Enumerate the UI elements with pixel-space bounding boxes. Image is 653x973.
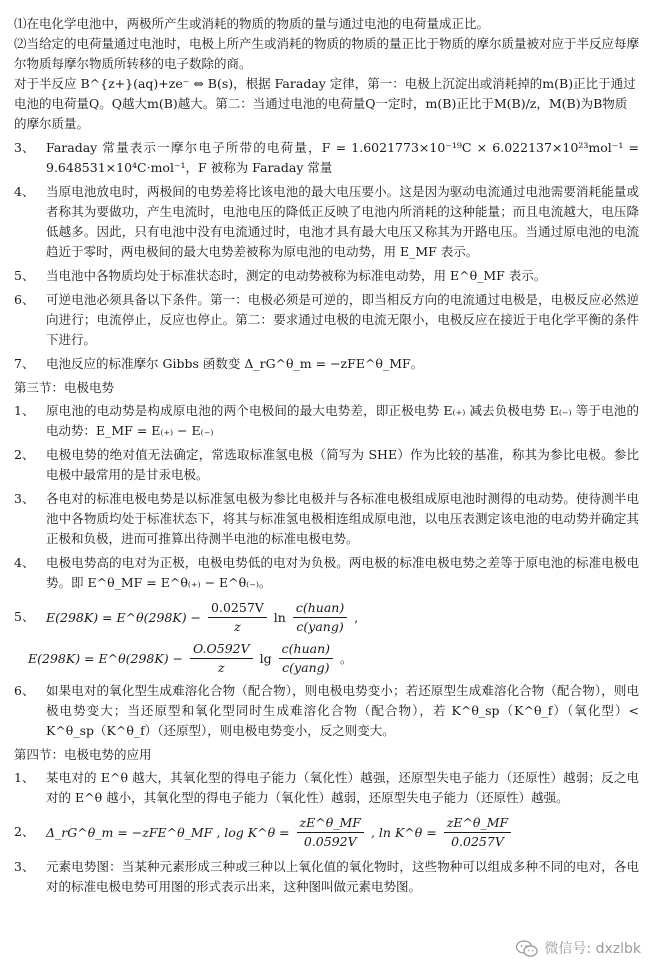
section-3-item-2 [14, 445, 639, 485]
log-operator: lg [259, 650, 272, 666]
section-4-item-1 [14, 768, 639, 808]
equation-lhs: E(298K) = E^θ(298K) − [28, 650, 184, 666]
list-item-4 [14, 182, 639, 262]
concentration-ratio [293, 599, 347, 636]
intro-paragraph-1: ⑴在电化学电池中，两极所产生或消耗的物质的物质的量与通过电池的电荷量成正比。 [14, 16, 490, 31]
item-number: 4、 [14, 555, 35, 570]
item-number: 3、 [14, 140, 35, 155]
section-4-item-2 [14, 812, 639, 853]
fraction [190, 640, 253, 677]
item-text: 电极电势的绝对值无法确定，常选取标准氢电极（简写为 SHE）作为比较的基准，称其为参比电极。参比电极中最常用的是甘汞电极。 [46, 447, 639, 482]
section-3-item-5 [14, 597, 639, 638]
list-item-3 [14, 138, 639, 178]
nernst-equations [46, 597, 639, 638]
equation-lhs: Δ_rG^θ_m = −zFE^θ_MF , log K^θ = [46, 824, 290, 840]
item-number: 1、 [14, 403, 35, 418]
section-3-item-4 [14, 553, 639, 593]
fraction-denominator: c(yang) [296, 619, 344, 634]
item-text: 电池反应的标准摩尔 Gibbs 函数变 Δ_rG^θ_m = −zFE^θ_MF。 [46, 356, 424, 371]
item-text: 元素电势图：当某种元素形成三种或三种以上氧化值的氧化物时，这些物种可以组成多种不同的电对，各电对的标准电极电势可用图的形式表示出来，这种图叫做元素电势图。 [46, 859, 639, 894]
item-number: 5、 [14, 268, 35, 283]
item-number: 6、 [14, 683, 35, 698]
item-text: 原电池的电动势是构成原电池的两个电极间的最大电势差，即正极电势 E₍₊₎ 减去负极电势 E₍₋₎ 等于电池的电动势：E_MF = E₍₊₎ − E₍₋₎ [46, 403, 639, 438]
section-3-item-3 [14, 489, 639, 549]
item-number: 3、 [14, 491, 35, 506]
item-number: 1、 [14, 770, 35, 785]
list-item-5 [14, 266, 639, 286]
nernst-equation-ln [46, 599, 639, 636]
item-number: 2、 [14, 447, 35, 462]
equilibrium-constant-equation [46, 814, 639, 851]
wechat-watermark [516, 939, 641, 959]
fraction-denominator: z [234, 619, 241, 634]
item-number: 3、 [14, 859, 35, 874]
section-3-item-1 [14, 401, 639, 441]
fraction-numerator: c(huan) [293, 599, 347, 618]
fraction [444, 814, 511, 851]
item-number: 4、 [14, 184, 35, 199]
watermark-label: 微信号: dxzlbk [544, 941, 641, 957]
equation-tail: 。 [340, 650, 353, 666]
fraction-denominator: 0.0257V [451, 834, 504, 849]
fraction-numerator: zE^θ_MF [297, 814, 364, 833]
list-item-7 [14, 354, 639, 374]
fraction-numerator: zE^θ_MF [444, 814, 511, 833]
item-text: 当电池中各物质均处于标准状态时，测定的电动势被称为标准电动势，用 E^θ_MF 表示。 [46, 268, 547, 283]
item-number: 5、 [14, 609, 35, 624]
section-3-item-6 [14, 681, 639, 741]
log-operator: ln [273, 609, 286, 625]
intro-paragraph-2: ⑵当给定的电荷量通过电池时，电极上所产生或消耗的物质的物质的量正比于物质的摩尔质量被对应于半反应每摩尔物质每摩尔物质所转移的电子数除的商。 [14, 36, 640, 71]
fraction-numerator: 0.0257V [208, 599, 267, 618]
list-item-6 [14, 290, 639, 350]
section-4-title: 第四节：电极电势的应用 [14, 747, 152, 762]
item-text: 如果电对的氧化型生成难溶化合物（配合物），则电极电势变小；若还原型生成难溶化合物（配合物），则电极电势变大；当还原型和氧化型同时生成难溶化合物（配合物），若 K^θ_sp（K^θ_f）（氧化型）< K^θ_sp（K^θ_f）（还原型），则电极电势变小，反之则变大。 [46, 683, 639, 738]
fraction-denominator: 0.0592V [303, 834, 357, 849]
fraction [208, 599, 267, 636]
item-number: 6、 [14, 292, 35, 307]
equation-tail: , [354, 609, 359, 625]
item-number: 2、 [14, 824, 35, 839]
fraction-numerator: O.O592V [190, 640, 253, 659]
item-text: 电极电势高的电对为正极，电极电势低的电对为负极。两电极的标准电极电势之差等于原电池的标准电极电势。即 E^θ_MF = E^θ₍₊₎ − E^θ₍₋₎。 [46, 555, 639, 590]
item-text: 某电对的 E^θ 越大，其氧化型的得电子能力（氧化性）越强，还原型失电子能力（还原性）越弱；反之电对的 E^θ 越小，其氧化型的得电子能力（氧化性）越弱，还原型失电子能力（还原性）越强。 [46, 770, 639, 805]
fraction-denominator: c(yang) [282, 660, 330, 675]
item-text: 当原电池放电时，两极间的电势差将比该电池的最大电压要小。这是因为驱动电流通过电池需要消耗能量或者称其为要做功，产生电流时，电池电压的降低正反映了电池内所消耗的这种能量；而且电流越大，电压降低越多。因此，只有电池中没有电流通过时，电池才具有最大电压又称其为开路电压。当通过原电池的电流趋近于零时，两电极间的最大电势差被称为原电池的电动势，用 E_MF 表示。 [46, 184, 639, 259]
item-text: Faraday 常量表示一摩尔电子所带的电荷量，F = 1.6021773×10⁻¹⁹C × 6.022137×10²³mol⁻¹ = 9.648531×10⁴C·mol⁻¹，F 被称为 Faraday 常量 [46, 140, 639, 175]
concentration-ratio [279, 640, 333, 677]
item-number: 7、 [14, 356, 35, 371]
fraction-denominator: z [218, 660, 225, 675]
equation-middle: , ln K^θ = [370, 824, 437, 840]
fraction [297, 814, 364, 851]
item-text: 可逆电池必须具备以下条件。第一：电极必须是可逆的，即当相反方向的电流通过电极是，电极反应必然逆向进行；电流停止，反应也停止。第二：要求通过电极的电流无限小，电极反应在接近于电化学平衡的条件下进行。 [46, 292, 639, 347]
section-3-title: 第三节：电极电势 [14, 380, 115, 395]
fraction-numerator: c(huan) [279, 640, 333, 659]
equation-lhs: E(298K) = E^θ(298K) − [46, 609, 202, 625]
intro-paragraph-3: 对于半反应 B^{z+}(aq)+ze⁻ ⇔ B(s)，根据 Faraday 定律，第一：电极上沉淀出或消耗掉的m(B)正比于通过电池的电荷量Q。Q越大m(B)越大。第二：当通过电池的电荷量Q一定时，m(B)正比于M(B)/z，M(B)为B物质的摩尔质量。 [14, 76, 636, 131]
item-text: 各电对的标准电极电势是以标准氢电极为参比电极并与各标准电极组成原电池时测得的电动势。使待测半电池中各物质均处于标准状态下，将其与标准氢电极相连组成原电池，以电压表测定该电池的电动势并确定其正极和负极，进而可推算出待测半电池的标准电极电势。 [46, 491, 639, 546]
nernst-equation-lg [14, 640, 639, 677]
section-4-item-3 [14, 857, 639, 897]
wechat-icon [516, 940, 538, 958]
